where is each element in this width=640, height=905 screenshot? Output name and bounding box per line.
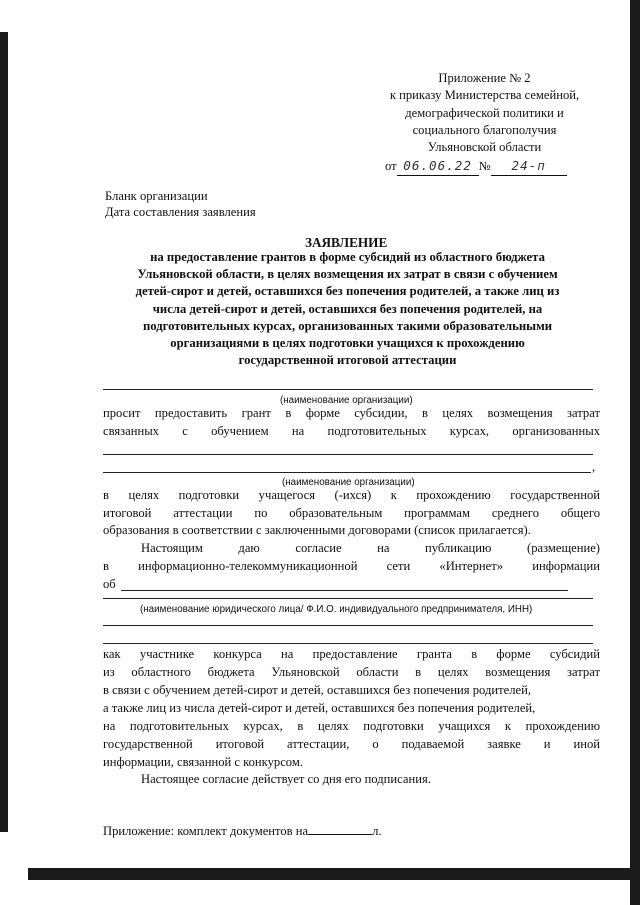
scan-border-bottom	[28, 868, 640, 880]
org-name-field-line[interactable]	[103, 389, 593, 390]
body-line: в связи с обучением детей-сирот и детей, оставшихся без попечения родителей,	[103, 683, 531, 697]
appendix-block	[352, 70, 617, 156]
extra-field-line[interactable]	[103, 643, 593, 644]
attachment-label: Приложение: комплект документов на	[103, 824, 309, 838]
scan-border-right	[630, 0, 640, 905]
subtitle-line: детей-сирот и детей, оставшихся без попечения родителей, а также лиц из	[135, 284, 560, 299]
attachment-suffix: л.	[372, 824, 382, 838]
body-line: как участнике конкурса на предоставление гранта в форме субсидий	[103, 647, 600, 661]
subtitle-line: на предоставление грантов в форме субсидий из областного бюджета	[150, 250, 545, 264]
org-field-line[interactable]	[103, 454, 593, 455]
from-label: от	[385, 159, 397, 173]
appendix-line: демографической политики и	[405, 105, 564, 120]
handwritten-number: 24-п	[491, 157, 567, 176]
scan-border-left	[0, 32, 8, 832]
attachment-line	[103, 822, 600, 841]
subtitle-line: организациями в целях подготовки учащихся к прохождению	[170, 336, 525, 351]
subtitle-line: подготовительных курсах, организованных такими образовательными	[142, 318, 553, 333]
info-about-field-line[interactable]	[121, 590, 568, 591]
body-line: Настоящим даю согласие на публикацию (размещение)	[141, 541, 600, 555]
legal-entity-caption: (наименование юридического лица/ Ф.И.О. индивидуального предпринимателя, ИНН)	[140, 604, 533, 615]
body-line: в целях подготовки учащегося (-ихся) к прохождению государственной	[103, 488, 600, 502]
body-line: связанных с обучением на подготовительных курсах, организованных	[103, 424, 600, 438]
subtitle-line: Ульяновской области, в целях возмещения их затрат в связи с обучением	[137, 267, 558, 282]
body-line: просит предоставить грант в форме субсидии, в целях возмещения затрат	[103, 406, 600, 420]
application-date-label: Дата составления заявления	[105, 204, 256, 219]
body-line: об	[103, 577, 116, 591]
org-name-caption: (наименование организации)	[282, 477, 415, 488]
org-name-caption: (наименование организации)	[280, 395, 413, 406]
attachment-pages-field[interactable]	[308, 822, 372, 835]
document-subtitle	[90, 249, 605, 369]
body-line: Настоящее согласие действует со дня его подписания.	[141, 772, 431, 786]
org-name-field-line[interactable]	[103, 472, 591, 473]
appendix-line: к приказу Министерства семейной,	[389, 88, 580, 103]
body-line: из областного бюджета Ульяновской области в целях возмещения затрат	[103, 665, 600, 679]
organization-header	[105, 189, 256, 220]
subtitle-line: государственной итоговой аттестации	[238, 353, 457, 368]
body-line: в информационно-телекоммуникационной сети «Интернет» информации	[103, 559, 600, 573]
body-line: информации, связанной с конкурсом.	[103, 755, 303, 769]
document-title: ЗАЯВЛЕНИЕ	[305, 235, 388, 250]
organization-blank-label: Бланк организации	[105, 189, 208, 203]
body-line: а также лиц из числа детей-сирот и детей, оставшихся без попечения родителей,	[103, 701, 536, 715]
order-date-number	[385, 157, 567, 176]
body-line: на подготовительных курсах, в целях подготовки учащихся к прохождению	[103, 719, 600, 733]
appendix-line: Приложение № 2	[438, 71, 531, 85]
body-line: государственной итоговой аттестации, о подаваемой заявке и иной	[103, 737, 600, 751]
body-line: образования в соответствии с заключенными договорами (список прилагается).	[103, 523, 531, 537]
legal-entity-field-line[interactable]	[103, 598, 593, 599]
body-line: итоговой аттестации по образовательным программам среднего общего	[103, 506, 600, 520]
number-label: №	[478, 159, 491, 173]
appendix-line: Ульяновской области	[427, 140, 542, 155]
subtitle-line: числа детей-сирот и детей, оставшихся без попечения родителей, на	[152, 301, 543, 316]
appendix-line: социального благополучия	[412, 122, 557, 137]
extra-field-line[interactable]	[103, 625, 593, 626]
comma-mark: ,	[592, 460, 596, 474]
handwritten-date: 06.06.22	[397, 157, 479, 176]
